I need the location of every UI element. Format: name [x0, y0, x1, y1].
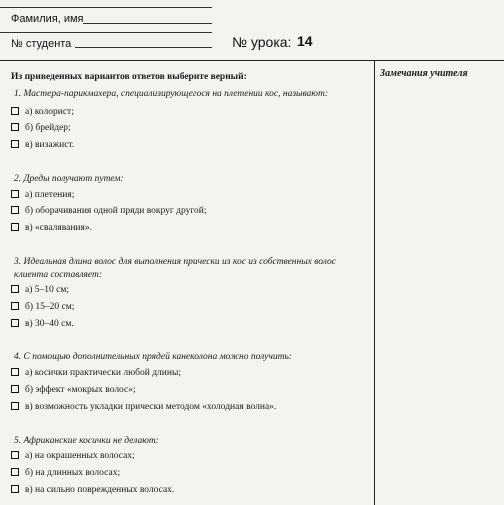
checkbox[interactable] — [11, 285, 19, 293]
table-top-border — [0, 60, 504, 61]
q5-option-b[interactable]: б) на длинных волосах; — [11, 468, 120, 480]
q4-option-a[interactable]: а) косички практически любой длины; — [11, 368, 181, 380]
checkbox[interactable] — [11, 368, 19, 376]
q2-option-a[interactable]: а) плетения; — [11, 190, 74, 202]
checkbox[interactable] — [11, 319, 19, 327]
teacher-column-divider — [374, 60, 375, 505]
top-rule — [0, 7, 212, 8]
name-label: Фамилия, имя — [11, 13, 84, 25]
q1-option-c[interactable]: в) визажист. — [11, 140, 74, 152]
q3-option-c[interactable]: в) 30–40 см. — [11, 319, 74, 331]
checkbox[interactable] — [11, 385, 19, 393]
checkbox[interactable] — [11, 140, 19, 148]
q3-option-b[interactable]: б) 15–20 см; — [11, 302, 74, 314]
q1-option-b[interactable]: б) брейдер; — [11, 123, 71, 135]
student-number-field-line[interactable] — [75, 47, 212, 48]
question-3-text: 3. Идеальная длина волос для выполнения прически из кос из собственных волос клиента составляет: — [14, 257, 336, 280]
mid-rule — [0, 32, 212, 33]
name-field-line[interactable] — [83, 23, 212, 24]
teacher-notes-title: Замечания учителя — [380, 68, 468, 79]
lesson-number: 14 — [297, 33, 313, 49]
q2-option-c[interactable]: в) «свалявания». — [11, 223, 92, 235]
question-1-text: 1. Мастера-парикмахера, специализирующегося на плетении кос, называют: — [14, 89, 328, 99]
checkbox[interactable] — [11, 223, 19, 231]
checkbox[interactable] — [11, 107, 19, 115]
checkbox[interactable] — [11, 485, 19, 493]
checkbox[interactable] — [11, 123, 19, 131]
checkbox[interactable] — [11, 190, 19, 198]
checkbox[interactable] — [11, 302, 19, 310]
question-5-text: 5. Африканские косички не делают: — [14, 436, 159, 446]
checkbox[interactable] — [11, 468, 19, 476]
q5-option-c[interactable]: в) на сильно поврежденных волосах. — [11, 485, 174, 497]
q4-option-b[interactable]: б) эффект «мокрых волос»; — [11, 385, 136, 397]
student-number-label: № студента — [11, 38, 72, 50]
question-2-text: 2. Дреды получают путем: — [14, 174, 124, 184]
q2-option-b[interactable]: б) оборачивания одной пряди вокруг другой; — [11, 206, 207, 218]
checkbox[interactable] — [11, 402, 19, 410]
q3-option-a[interactable]: а) 5–10 см; — [11, 285, 69, 297]
lesson-number-label: № урока: — [232, 34, 292, 50]
q4-option-c[interactable]: в) возможность укладки прически методом «холодная волна». — [11, 402, 276, 414]
question-4-text: 4. С помощью дополнительных прядей канеколона можно получить: — [14, 352, 292, 362]
q1-option-a[interactable]: а) колорист; — [11, 107, 74, 119]
checkbox[interactable] — [11, 451, 19, 459]
instruction-text: Из приведенных вариантов ответов выберите верный: — [11, 72, 247, 82]
checkbox[interactable] — [11, 206, 19, 214]
q5-option-a[interactable]: а) на окрашенных волосах; — [11, 451, 135, 463]
